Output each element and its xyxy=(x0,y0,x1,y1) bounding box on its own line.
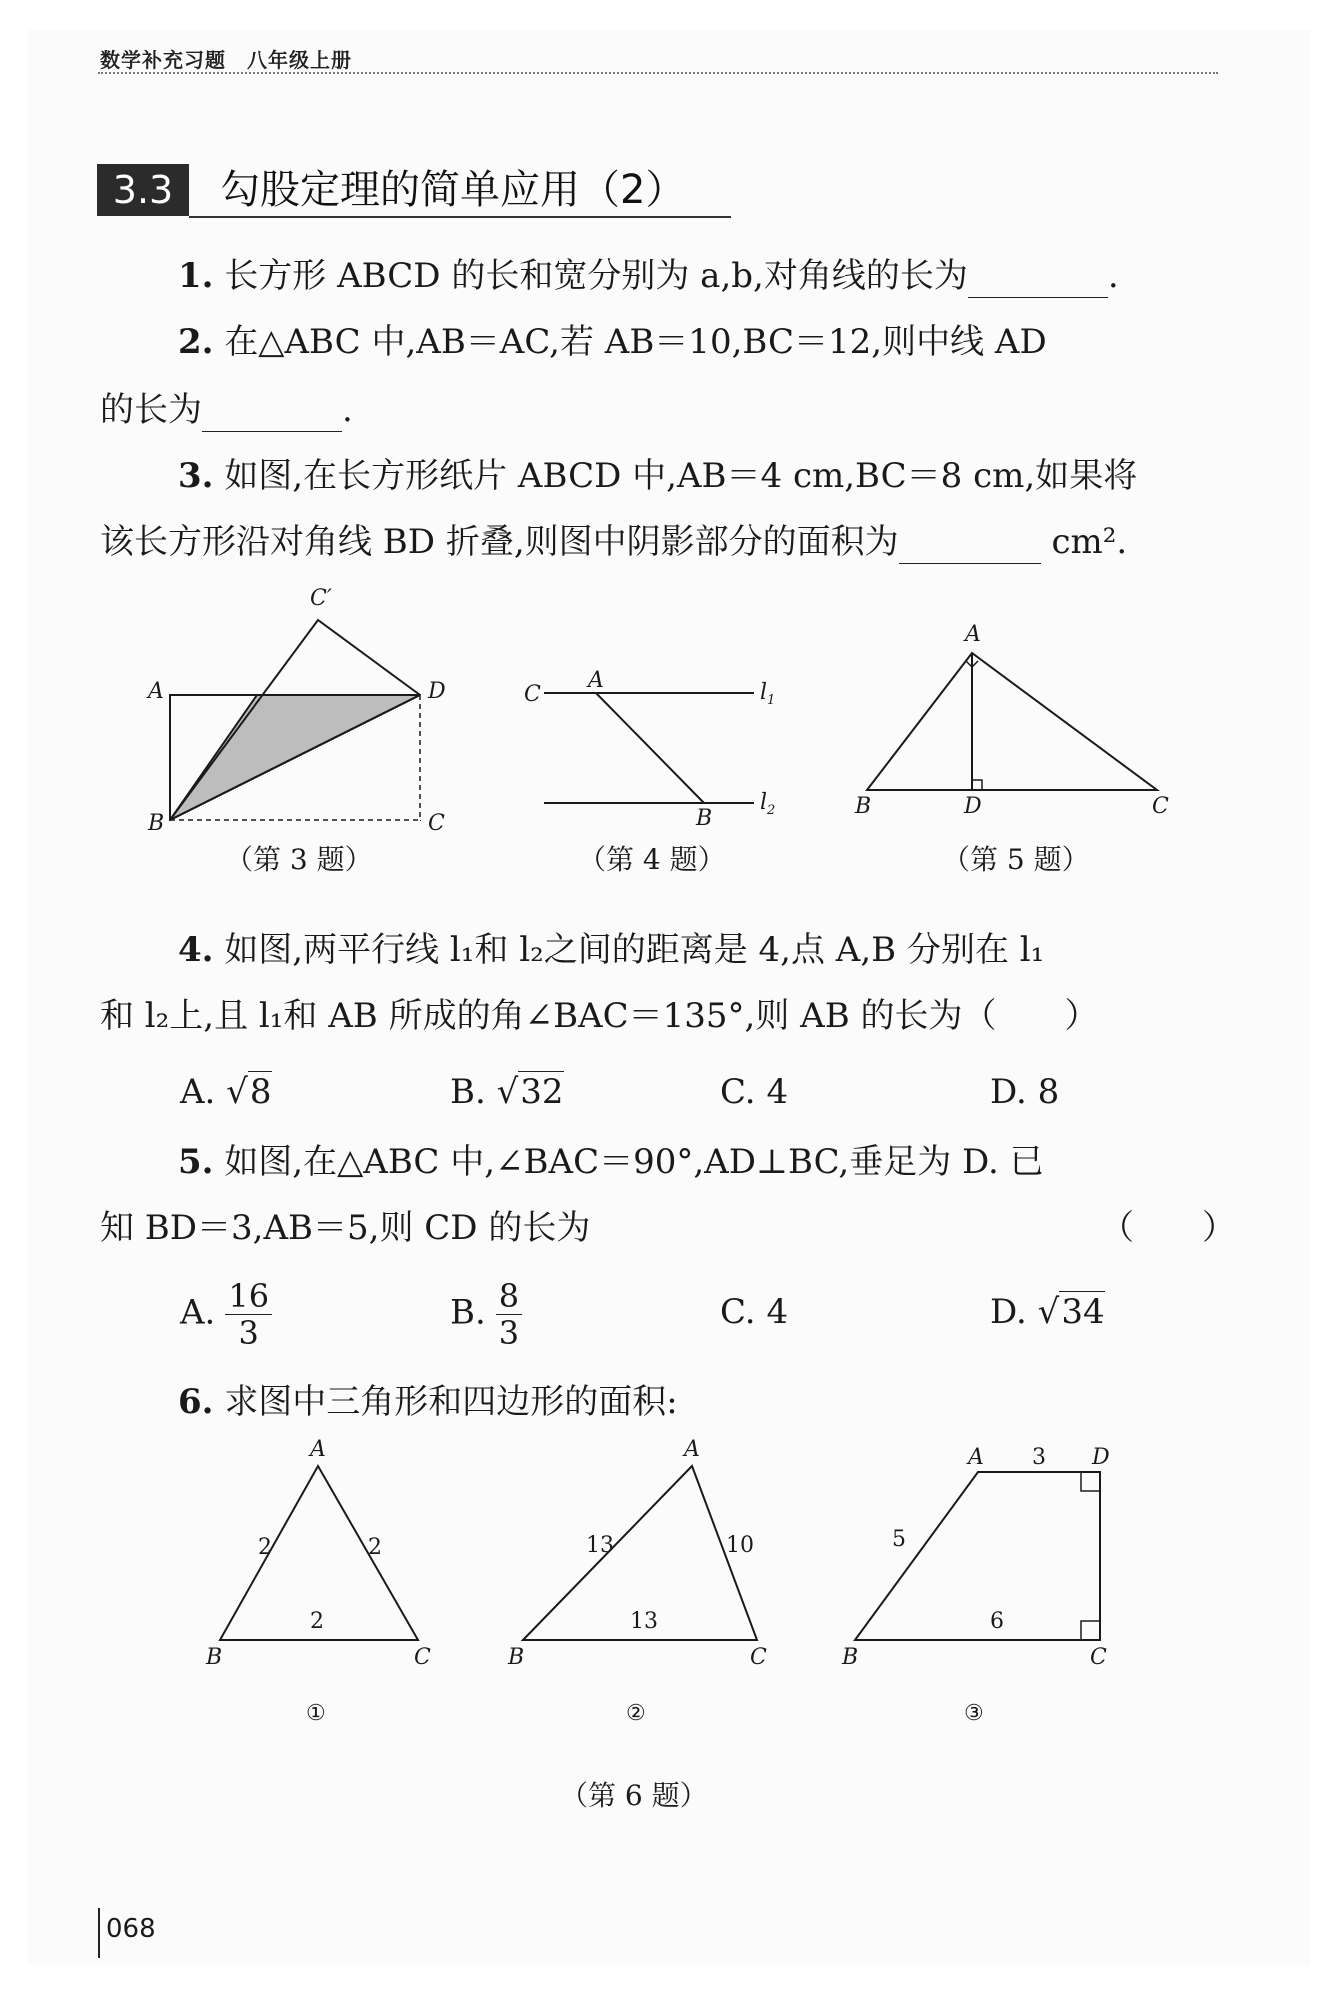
q5-option-a[interactable]: A. $\frac{16}{3}$ xyxy=(180,1278,272,1351)
question-2-text-cont: 的长为 xyxy=(100,390,202,430)
question-6-text: 求图中三角形和四边形的面积: xyxy=(224,1382,678,1422)
question-4-number: 4. xyxy=(178,930,214,970)
answer-blank-1[interactable] xyxy=(968,261,1108,298)
q4-option-d[interactable]: D. 8 xyxy=(990,1072,1060,1112)
question-1 xyxy=(178,254,1119,298)
question-3-unit: cm². xyxy=(1051,522,1128,562)
answer-blank-3[interactable] xyxy=(899,527,1041,564)
question-5-line-1 xyxy=(178,1140,1044,1184)
q5-option-c[interactable]: C. 4 xyxy=(720,1292,789,1332)
question-5-line-2: 知 BD＝3,AB＝5,则 CD 的长为 xyxy=(100,1208,591,1248)
question-3-line-2 xyxy=(100,520,1127,564)
question-6 xyxy=(178,1380,678,1424)
fig6-q-side-ab: 5 xyxy=(892,1527,906,1552)
fig6-t2-tag: ② xyxy=(626,1701,646,1726)
q5-option-d[interactable]: D. √34 xyxy=(990,1292,1105,1332)
question-3-text-cont: 该长方形沿对角线 BD 折叠,则图中阴影部分的面积为 xyxy=(100,522,899,562)
fig5-right-angle-d xyxy=(972,780,982,790)
fig6-t1-side-ab: 2 xyxy=(258,1535,272,1560)
fig4-label-b: B xyxy=(696,806,713,831)
fig5-label-d: D xyxy=(964,794,982,819)
fig6-q-side-ad: 3 xyxy=(1032,1445,1046,1470)
fig6-t1-label-b: B xyxy=(206,1645,223,1670)
fig4-label-l1: $l_1$ xyxy=(760,680,776,708)
fig5-label-a: A xyxy=(965,622,981,647)
figure-3-caption: （第 3 题） xyxy=(225,843,373,876)
fig6-t2-side-bc: 13 xyxy=(630,1609,658,1634)
header-rule xyxy=(98,72,1218,74)
q5-option-b[interactable]: B. $\frac{8}{3}$ xyxy=(450,1278,522,1351)
fig4-label-c: C xyxy=(524,682,541,707)
page-number: 068 xyxy=(106,1914,156,1944)
fig3-label-d: D xyxy=(428,679,446,704)
question-2-number: 2. xyxy=(178,322,214,362)
question-3-number: 3. xyxy=(178,456,214,496)
q4-option-a[interactable]: A. √8 xyxy=(180,1072,272,1112)
question-2-line-2 xyxy=(100,388,353,432)
question-2-line-1 xyxy=(178,320,1047,364)
question-1-number: 1. xyxy=(178,256,214,296)
question-2-text: 在△ABC 中,AB＝AC,若 AB＝10,BC＝12,则中线 AD xyxy=(224,322,1047,362)
fig6-q-label-a: A xyxy=(968,1445,984,1470)
figure-6 xyxy=(190,1437,1230,1740)
question-3-line-1 xyxy=(178,454,1137,498)
fig6-t1-label-a: A xyxy=(310,1437,326,1462)
figure-5 xyxy=(850,615,1180,825)
figure-6-caption: （第 6 题） xyxy=(560,1779,708,1812)
question-4-text: 如图,两平行线 l₁和 l₂之间的距离是 4,点 A,B 分别在 l₁ xyxy=(224,930,1045,970)
figure-4-caption: （第 4 题） xyxy=(578,843,726,876)
fig6-q-label-b: B xyxy=(842,1645,859,1670)
question-4-line-2: 和 l₂上,且 l₁和 AB 所成的角∠BAC＝135°,则 AB 的长为（ ） xyxy=(100,996,1099,1036)
fig3-label-b: B xyxy=(148,811,165,836)
fig4-segment-ab xyxy=(596,693,704,803)
answer-blank-2[interactable] xyxy=(202,395,342,432)
fig6-t2-side-ac: 10 xyxy=(726,1533,754,1558)
question-1-text: 长方形 ABCD 的长和宽分别为 a,b,对角线的长为 xyxy=(224,256,968,296)
fig5-triangle xyxy=(867,653,1157,790)
fig6-t1-side-ac: 2 xyxy=(368,1535,382,1560)
fig3-label-c: C xyxy=(428,811,445,836)
q4-option-b[interactable]: B. √32 xyxy=(450,1072,564,1112)
figure-4 xyxy=(520,665,800,831)
figure-3 xyxy=(140,585,460,835)
section-title-rule xyxy=(189,216,731,218)
fig3-label-a: A xyxy=(148,679,164,704)
fig5-label-b: B xyxy=(855,794,872,819)
question-5-answer-paren[interactable]: （ ） xyxy=(1100,1208,1236,1248)
fig6-t2-side-ab: 13 xyxy=(586,1533,614,1558)
fig6-triangle-1 xyxy=(205,1437,431,1726)
fig6-q-side-bc: 6 xyxy=(990,1609,1004,1634)
fig4-label-a: A xyxy=(588,668,604,693)
fig6-t2-label-a: A xyxy=(684,1437,700,1462)
question-1-period: . xyxy=(1107,256,1119,296)
fig6-t1-tag: ① xyxy=(306,1701,326,1726)
running-header: 数学补充习题 八年级上册 xyxy=(100,48,352,72)
fig6-t1-label-c: C xyxy=(414,1645,431,1670)
section-number-badge: 3.3 xyxy=(97,164,189,216)
fig6-q-tag: ③ xyxy=(964,1701,984,1726)
question-5-text: 如图,在△ABC 中,∠BAC＝90°,AD⊥BC,垂足为 D. 已 xyxy=(224,1142,1044,1182)
question-4-line-1 xyxy=(178,928,1044,972)
question-2-period: . xyxy=(342,390,353,430)
fig6-triangle-2 xyxy=(507,1437,767,1726)
question-6-number: 6. xyxy=(178,1382,214,1422)
fig4-label-l2: $l_2$ xyxy=(760,790,776,818)
q4-option-c[interactable]: C. 4 xyxy=(720,1072,789,1112)
fig6-t1-side-bc: 2 xyxy=(310,1609,324,1634)
fig6-quadrilateral xyxy=(841,1445,1110,1726)
question-5-number: 5. xyxy=(178,1142,214,1182)
fig6-t2-label-b: B xyxy=(508,1645,525,1670)
section-title: 勾股定理的简单应用（2） xyxy=(220,167,686,213)
page-number-bar xyxy=(98,1908,100,1958)
fig6-t2-label-c: C xyxy=(750,1645,767,1670)
fig5-label-c: C xyxy=(1152,794,1169,819)
figure-5-caption: （第 5 题） xyxy=(942,843,1090,876)
fig3-label-c-prime: C′ xyxy=(310,586,332,611)
fig6-q-label-d: D xyxy=(1092,1445,1110,1470)
fig6-q-label-c: C xyxy=(1090,1645,1107,1670)
question-3-text: 如图,在长方形纸片 ABCD 中,AB＝4 cm,BC＝8 cm,如果将 xyxy=(224,456,1138,496)
